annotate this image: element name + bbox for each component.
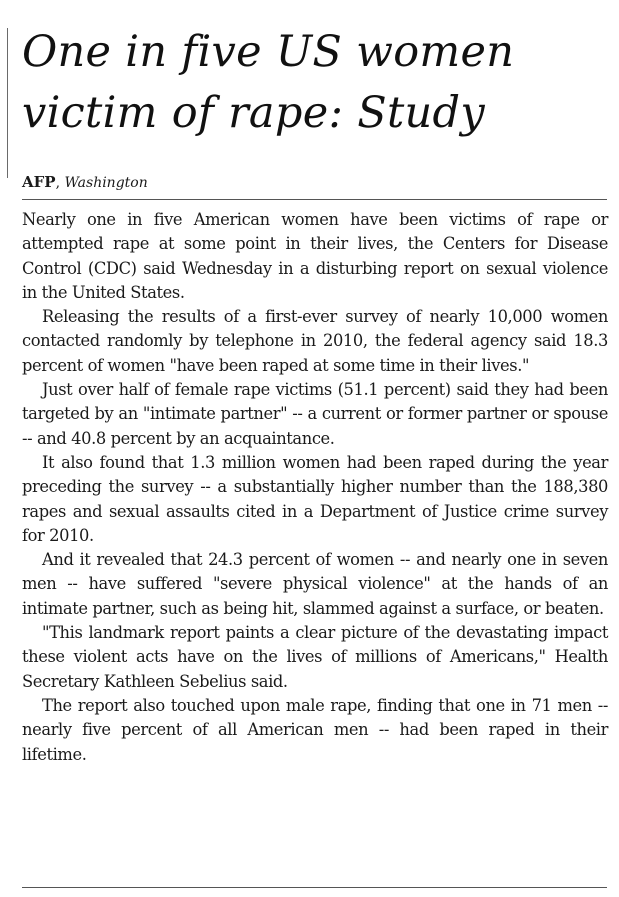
paragraph-3: Just over half of female rape victims (51.1 percent) said they had been targeted by an "intimate partner" -- a current or former partner or spouse -- and 40.8 percent by an acquaintance.	[22, 380, 608, 448]
headline-line-1: One in five US women	[22, 27, 515, 77]
paragraph-1: Nearly one in five American women have been victims of rape or attempted rape at some point in their lives, the Centers for Disease Control (CDC) said Wednesday in a disturbing report on sexual violence in the United States.	[22, 210, 608, 302]
paragraph-2: Releasing the results of a first-ever survey of nearly 10,000 women contacted randomly by telephone in 2010, the federal agency said 18.3 percent of women "have been raped at some time in their lives."	[22, 307, 608, 375]
article-body	[22, 208, 608, 767]
paragraph-4: It also found that 1.3 million women had been raped during the year preceding the survey -- a substantially higher number than the 188,380 rapes and sexual assaults cited in a Department of Justice crime survey for 2010.	[22, 452, 608, 545]
bottom-divider	[22, 887, 607, 888]
headline-line-2: victim of rape: Study	[22, 88, 485, 138]
byline-separator: ,	[55, 175, 65, 191]
headline	[22, 22, 612, 144]
byline-location: Washington	[64, 175, 148, 191]
byline-agency: AFP	[22, 173, 56, 191]
left-column-rule	[7, 28, 8, 178]
top-divider	[22, 199, 607, 200]
paragraph-7: The report also touched upon male rape, finding that one in 71 men -- nearly five percent of all American men -- had been raped in their lifetime.	[22, 695, 608, 764]
byline	[22, 173, 148, 192]
paragraph-6: "This landmark report paints a clear picture of the devastating impact these violent acts have on the lives of millions of Americans," Health Secretary Kathleen Sebelius said.	[22, 623, 608, 691]
paragraph-5: And it revealed that 24.3 percent of women -- and nearly one in seven men -- have suffered "severe physical violence" at the hands of an intimate partner, such as being hit, slammed against a surface, or beaten.	[22, 550, 608, 618]
